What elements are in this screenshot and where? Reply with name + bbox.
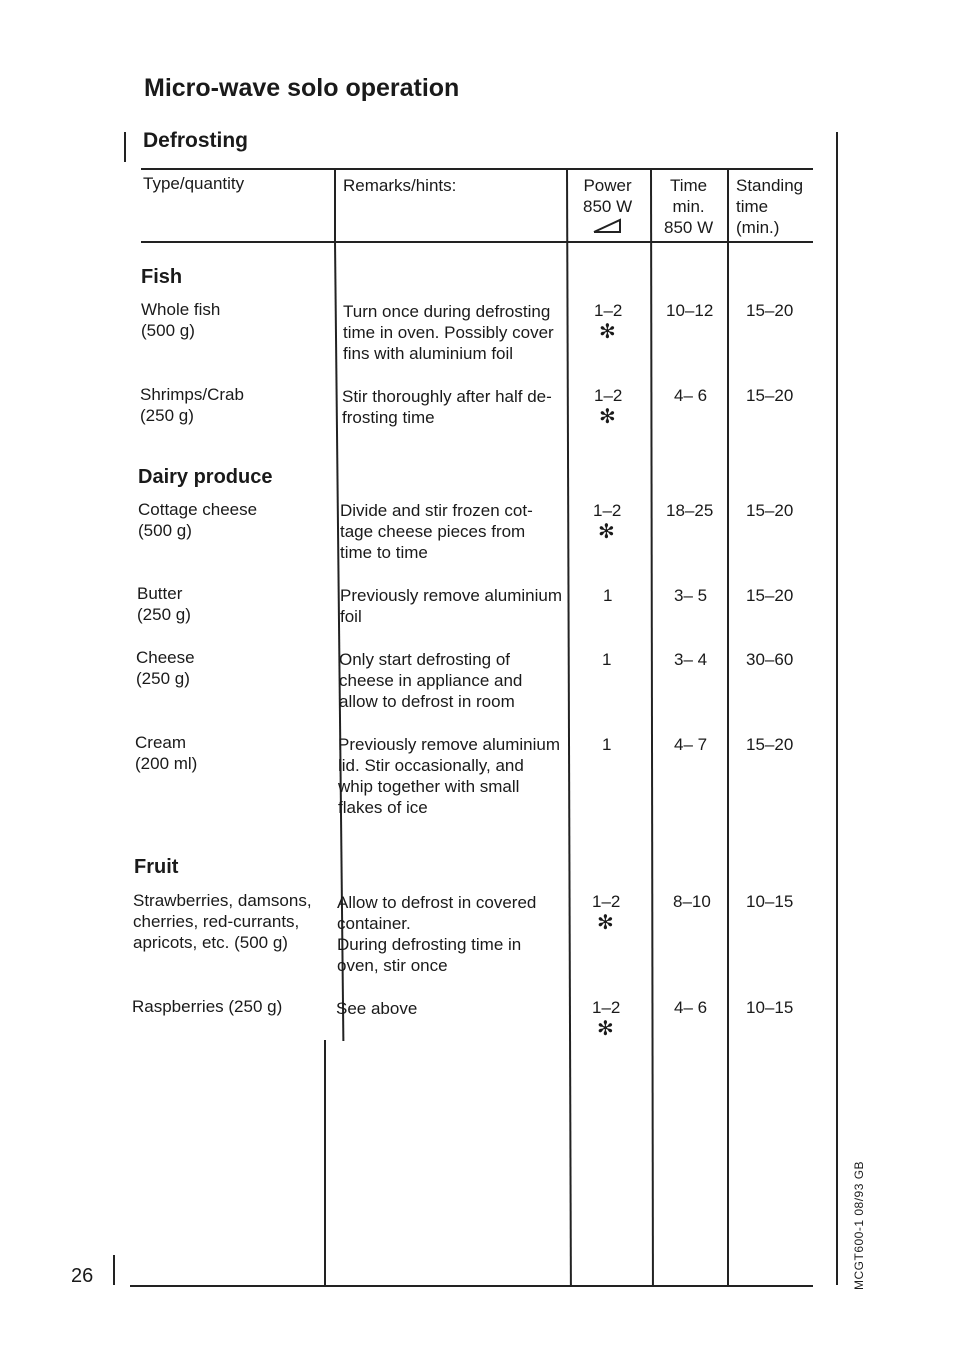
row-type: Cottage cheese (500 g): [138, 500, 258, 540]
row-remarks: Stir thoroughly after half de- frosting time: [342, 387, 552, 427]
row-standing: 15–20: [746, 386, 794, 405]
header-standing: Standing time (min.): [736, 176, 804, 237]
row-standing: 15–20: [746, 301, 794, 320]
right-margin-line: [836, 132, 838, 1285]
row-power: 1: [602, 650, 612, 669]
row-remarks: Only start defrosting of cheese in appliance and allow to defrost in room: [339, 650, 523, 711]
row-type: Raspberries (250 g): [132, 997, 283, 1016]
row-remarks: See above: [336, 999, 418, 1018]
snowflake-icon: ✻: [599, 406, 616, 428]
column-divider-standing: [727, 168, 729, 1286]
row-standing: 15–20: [746, 735, 794, 754]
snowflake-icon: ✻: [599, 321, 616, 343]
row-type: Shrimps/Crab (250 g): [140, 385, 244, 425]
row-remarks: Previously remove aluminium foil: [340, 586, 563, 626]
row-standing: 10–15: [746, 998, 794, 1017]
row-remarks: Allow to defrost in covered container. During defrosting time in oven, stir once: [337, 893, 537, 975]
row-power: 1–2: [594, 301, 623, 320]
row-power: 1–2: [593, 501, 622, 520]
section-marker-line: [124, 132, 126, 162]
column-divider-time: [650, 168, 653, 1286]
row-time: 8–10: [673, 892, 711, 911]
column-divider-power: [566, 168, 571, 1286]
row-type: Whole fish (500 g): [141, 300, 221, 340]
header-type: Type/quantity: [143, 174, 245, 193]
row-type: Butter (250 g): [137, 584, 191, 624]
row-time: 4– 6: [674, 998, 708, 1017]
category-fish: Fish: [141, 266, 183, 288]
row-time: 3– 5: [674, 586, 708, 605]
column-divider-remarks: [334, 168, 336, 242]
row-power: 1: [603, 586, 613, 605]
row-standing: 15–20: [746, 586, 794, 605]
category-dairy: Dairy produce: [138, 466, 273, 488]
table-bottom-border: [130, 1285, 813, 1287]
header-time: Time min. 850 W: [664, 176, 714, 237]
page-title: Micro-wave solo operation: [144, 74, 460, 102]
row-time: 18–25: [666, 501, 714, 520]
row-standing: 30–60: [746, 650, 794, 669]
row-power: 1–2: [592, 998, 621, 1017]
header-bottom-border: [141, 241, 813, 243]
header-remarks: Remarks/hints:: [343, 176, 457, 195]
page-number: 26: [71, 1265, 94, 1287]
table-top-border: [141, 168, 813, 170]
row-standing: 15–20: [746, 501, 794, 520]
snowflake-icon: ✻: [597, 912, 614, 934]
snowflake-icon: ✻: [597, 1018, 614, 1040]
row-time: 10–12: [666, 301, 714, 320]
row-type: Strawberries, damsons, cherries, red-currants, apricots, etc. (500 g): [133, 891, 312, 952]
header-power: Power 850 W: [583, 176, 633, 216]
snowflake-icon: ✻: [598, 521, 615, 543]
left-margin-line: [113, 1255, 115, 1285]
document-code: MCGT600-1 08/93 GB: [852, 1160, 866, 1290]
row-remarks: Divide and stir frozen cot- tage cheese pieces from time to time: [340, 501, 533, 562]
column-divider-remarks-lower: [324, 1040, 326, 1286]
row-time: 4– 7: [674, 735, 708, 754]
row-time: 3– 4: [674, 650, 708, 669]
row-power: 1–2: [594, 386, 623, 405]
row-remarks: Previously remove aluminium lid. Stir occasionally, and whip together with small flakes of ice: [338, 735, 561, 817]
power-level-icon: [592, 218, 624, 239]
row-power: 1: [602, 735, 612, 754]
category-fruit: Fruit: [134, 856, 179, 878]
section-heading: Defrosting: [143, 129, 248, 152]
row-type: Cheese (250 g): [136, 648, 195, 688]
row-remarks: Turn once during defrosting time in oven. Possibly cover fins with aluminium foil: [343, 302, 554, 363]
row-standing: 10–15: [746, 892, 794, 911]
row-time: 4– 6: [674, 386, 708, 405]
row-type: Cream (200 ml): [135, 733, 198, 773]
row-power: 1–2: [592, 892, 621, 911]
